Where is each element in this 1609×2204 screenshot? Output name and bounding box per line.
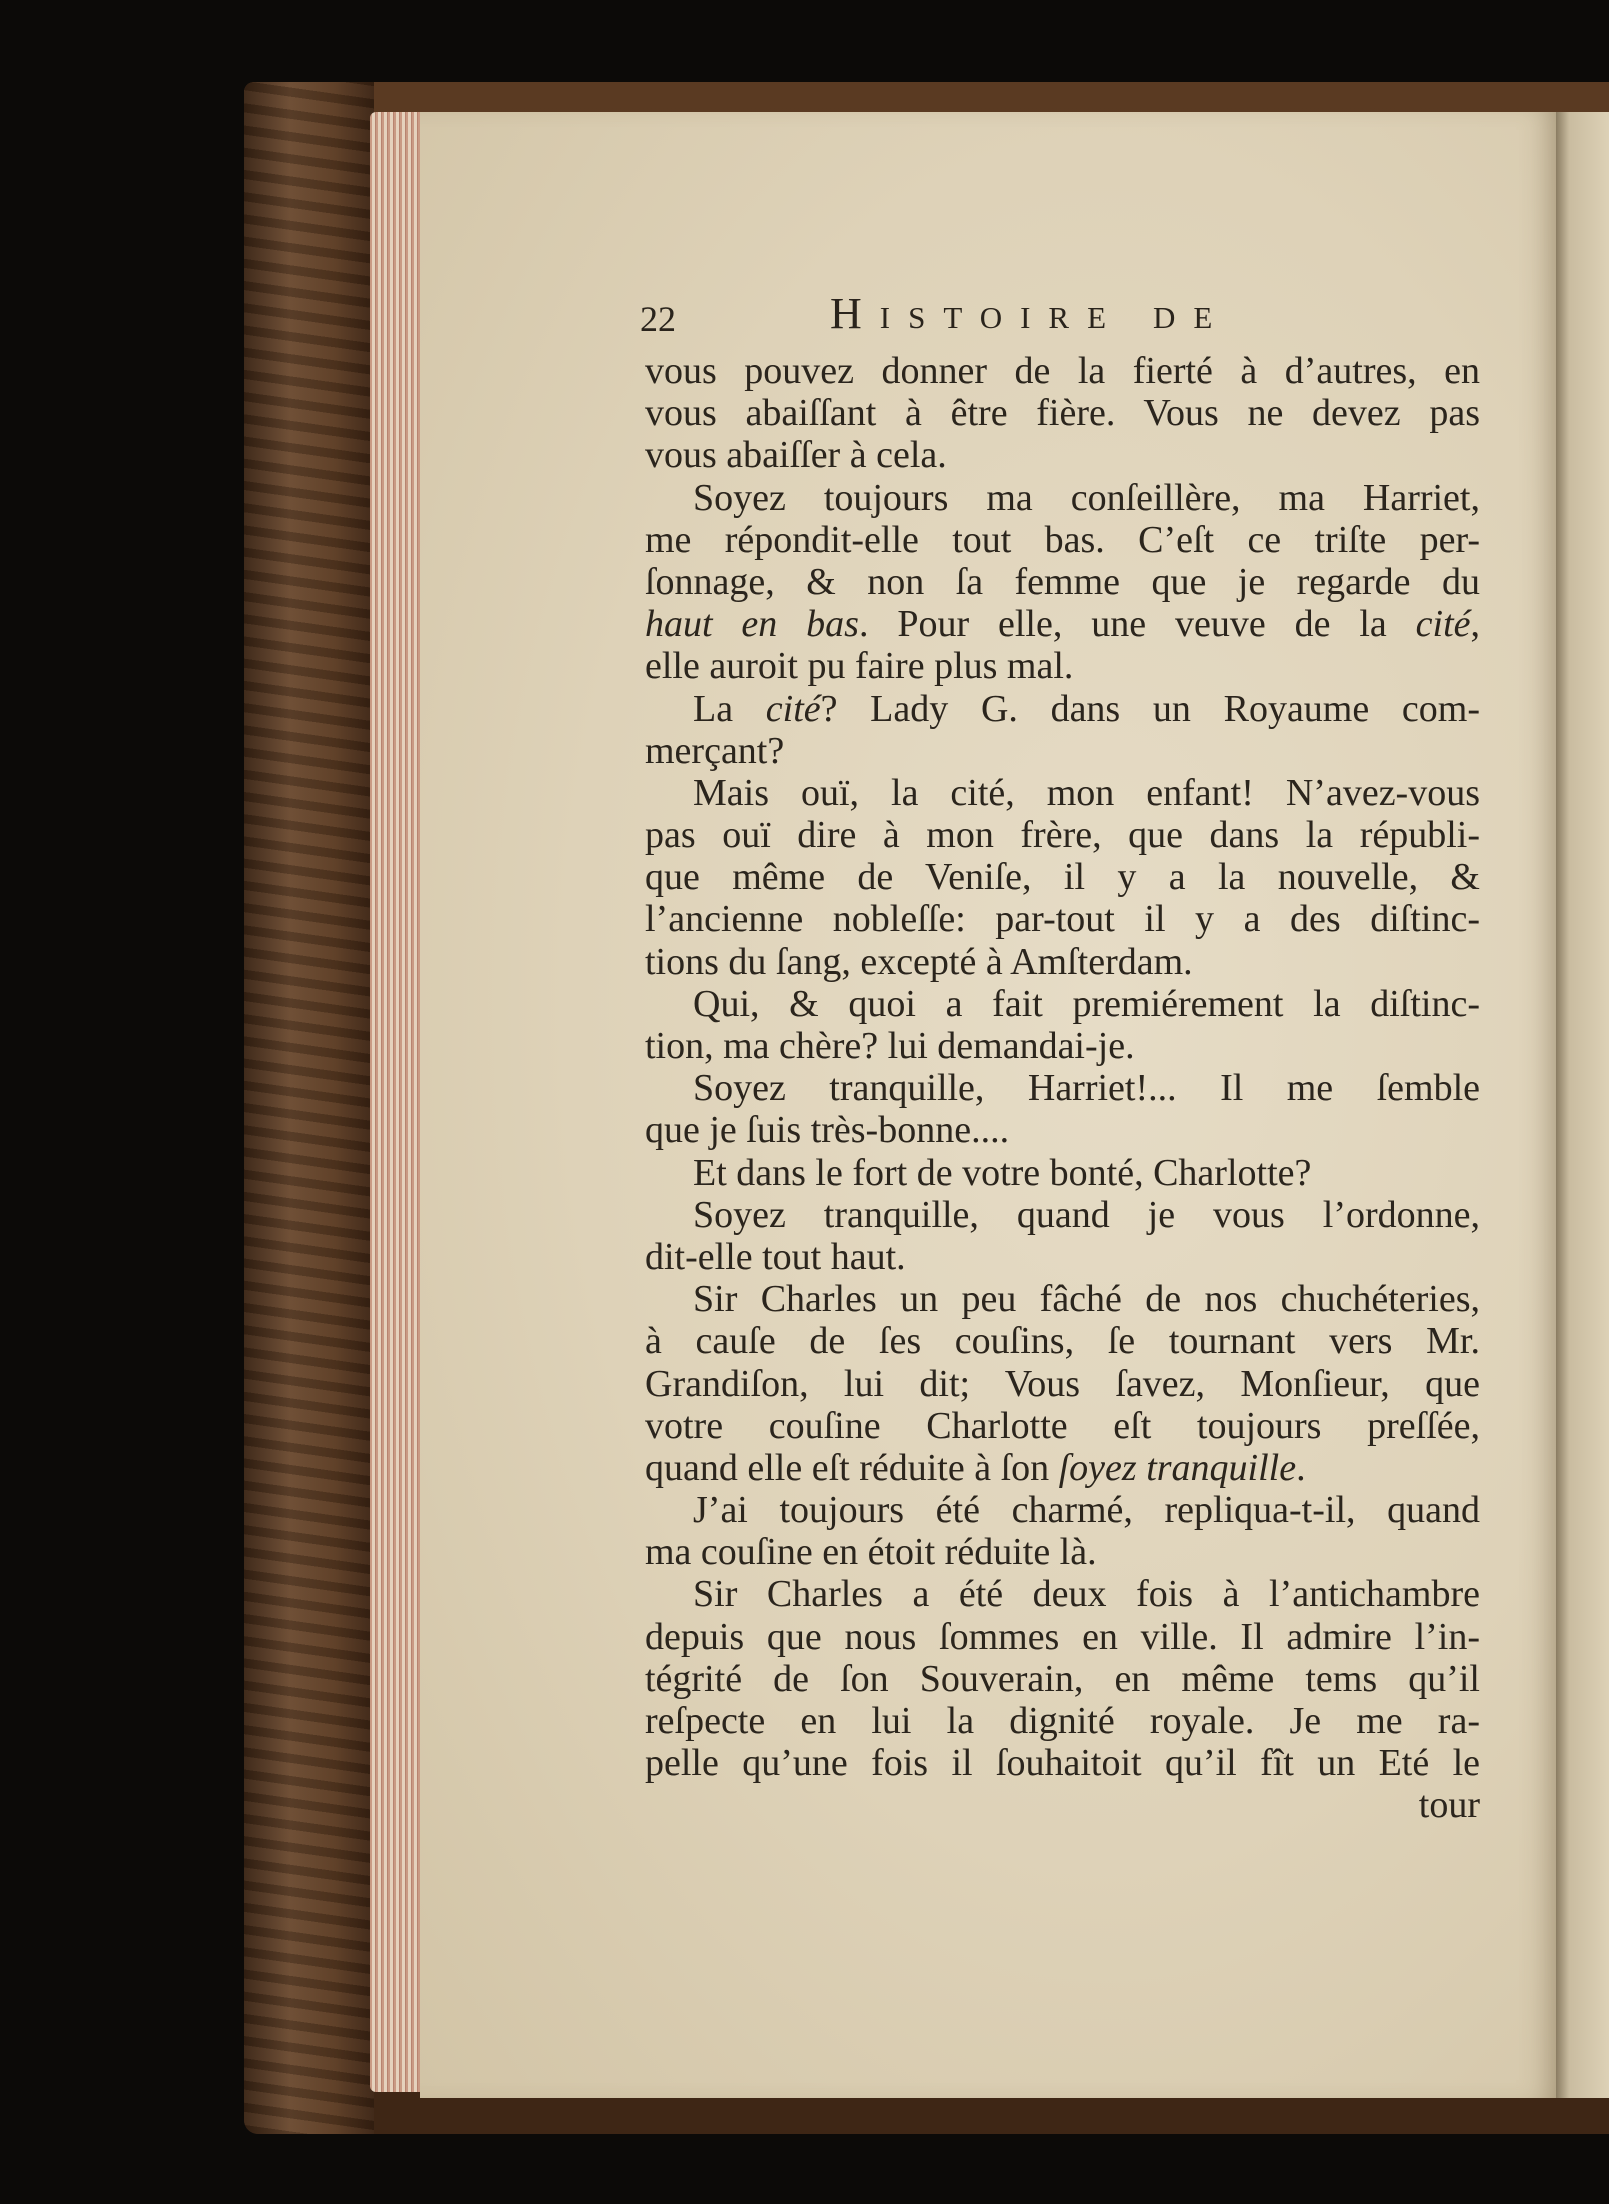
text-line: tion, ma chère? lui demandai-je.	[645, 1025, 1135, 1067]
text-line: Soyez tranquille, quand je vous l’ordonne,	[693, 1193, 1480, 1236]
text-line: haut en bas. Pour elle, une veuve de la cité,	[645, 603, 1480, 646]
text-line: tour	[1418, 1784, 1480, 1827]
text-line: tions du ſang, excepté à Amſterdam.	[645, 940, 1193, 983]
text-line: Et dans le fort de votre bonté, Charlotte?	[693, 1151, 1312, 1194]
text-line: que je ſuis très-bonne....	[645, 1109, 1010, 1152]
text-line: l’ancienne nobleſſe: par-tout il y a des diſtinc-	[645, 898, 1480, 941]
text-line: dit-elle tout haut.	[645, 1235, 906, 1278]
text-line: quand elle eſt réduite à ſon ſoyez tranquille.	[645, 1446, 1306, 1489]
text-line: me répondit-elle tout bas. C’eſt ce triſte per-	[645, 518, 1480, 561]
text-line: Soyez tranquille, Harriet!... Il me ſemble	[693, 1067, 1480, 1110]
text-line: Sir Charles a été deux fois à l’antichambre	[693, 1573, 1480, 1616]
text-line: vous abaiſſer à cela.	[645, 434, 947, 477]
text-line: La cité? Lady G. dans un Royaume com-	[693, 687, 1480, 730]
text-line: pelle qu’une fois il ſouhaitoit qu’il fît un Eté le	[645, 1742, 1480, 1785]
text-line: elle auroit pu faire plus mal.	[645, 645, 1074, 688]
text-line: vous abaiſſant à être fière. Vous ne devez pas	[645, 392, 1480, 435]
page-edges	[370, 112, 426, 2092]
text-line: vous pouvez donner de la fierté à d’autres, en	[645, 350, 1480, 392]
text-line: Grandiſon, lui dit; Vous ſavez, Monſieur, que	[645, 1362, 1480, 1405]
running-title: Histoire de	[830, 289, 1231, 338]
text-line: que même de Veniſe, il y a la nouvelle, &	[645, 856, 1480, 899]
text-line: ſonnage, & non ſa femme que je regarde du	[645, 560, 1480, 603]
text-line: Mais ouï, la cité, mon enfant! N’avez-vous	[693, 771, 1480, 814]
text-line: J’ai toujours été charmé, repliqua-t-il, quand	[693, 1489, 1480, 1532]
page-number: 22	[640, 299, 676, 339]
text-line: tégrité de ſon Souverain, en même tems qu’il	[645, 1657, 1480, 1700]
text-line: Sir Charles un peu fâché de nos chuchéteries,	[693, 1278, 1480, 1321]
facing-page-edge	[1556, 112, 1609, 2098]
text-line: votre couſine Charlotte eſt toujours preſſée,	[645, 1404, 1480, 1447]
text-line: depuis que nous ſommes en ville. Il admire l’in-	[645, 1615, 1480, 1658]
text-line: ma couſine en étoit réduite là.	[645, 1531, 1097, 1574]
body-text	[645, 350, 1480, 1827]
text-line: merçant?	[645, 729, 785, 772]
leather-spine	[244, 82, 374, 2134]
text-line: Qui, & quoi a fait premiérement la diſtinc-	[693, 982, 1480, 1025]
text-line: à cauſe de ſes couſins, ſe tournant vers Mr.	[645, 1320, 1480, 1363]
text-line: reſpecte en lui la dignité royale. Je me ra-	[645, 1700, 1480, 1742]
text-line: Soyez toujours ma conſeillère, ma Harriet,	[693, 476, 1480, 519]
page-header	[640, 288, 1480, 348]
text-line: pas ouï dire à mon frère, que dans la républi-	[645, 814, 1480, 857]
